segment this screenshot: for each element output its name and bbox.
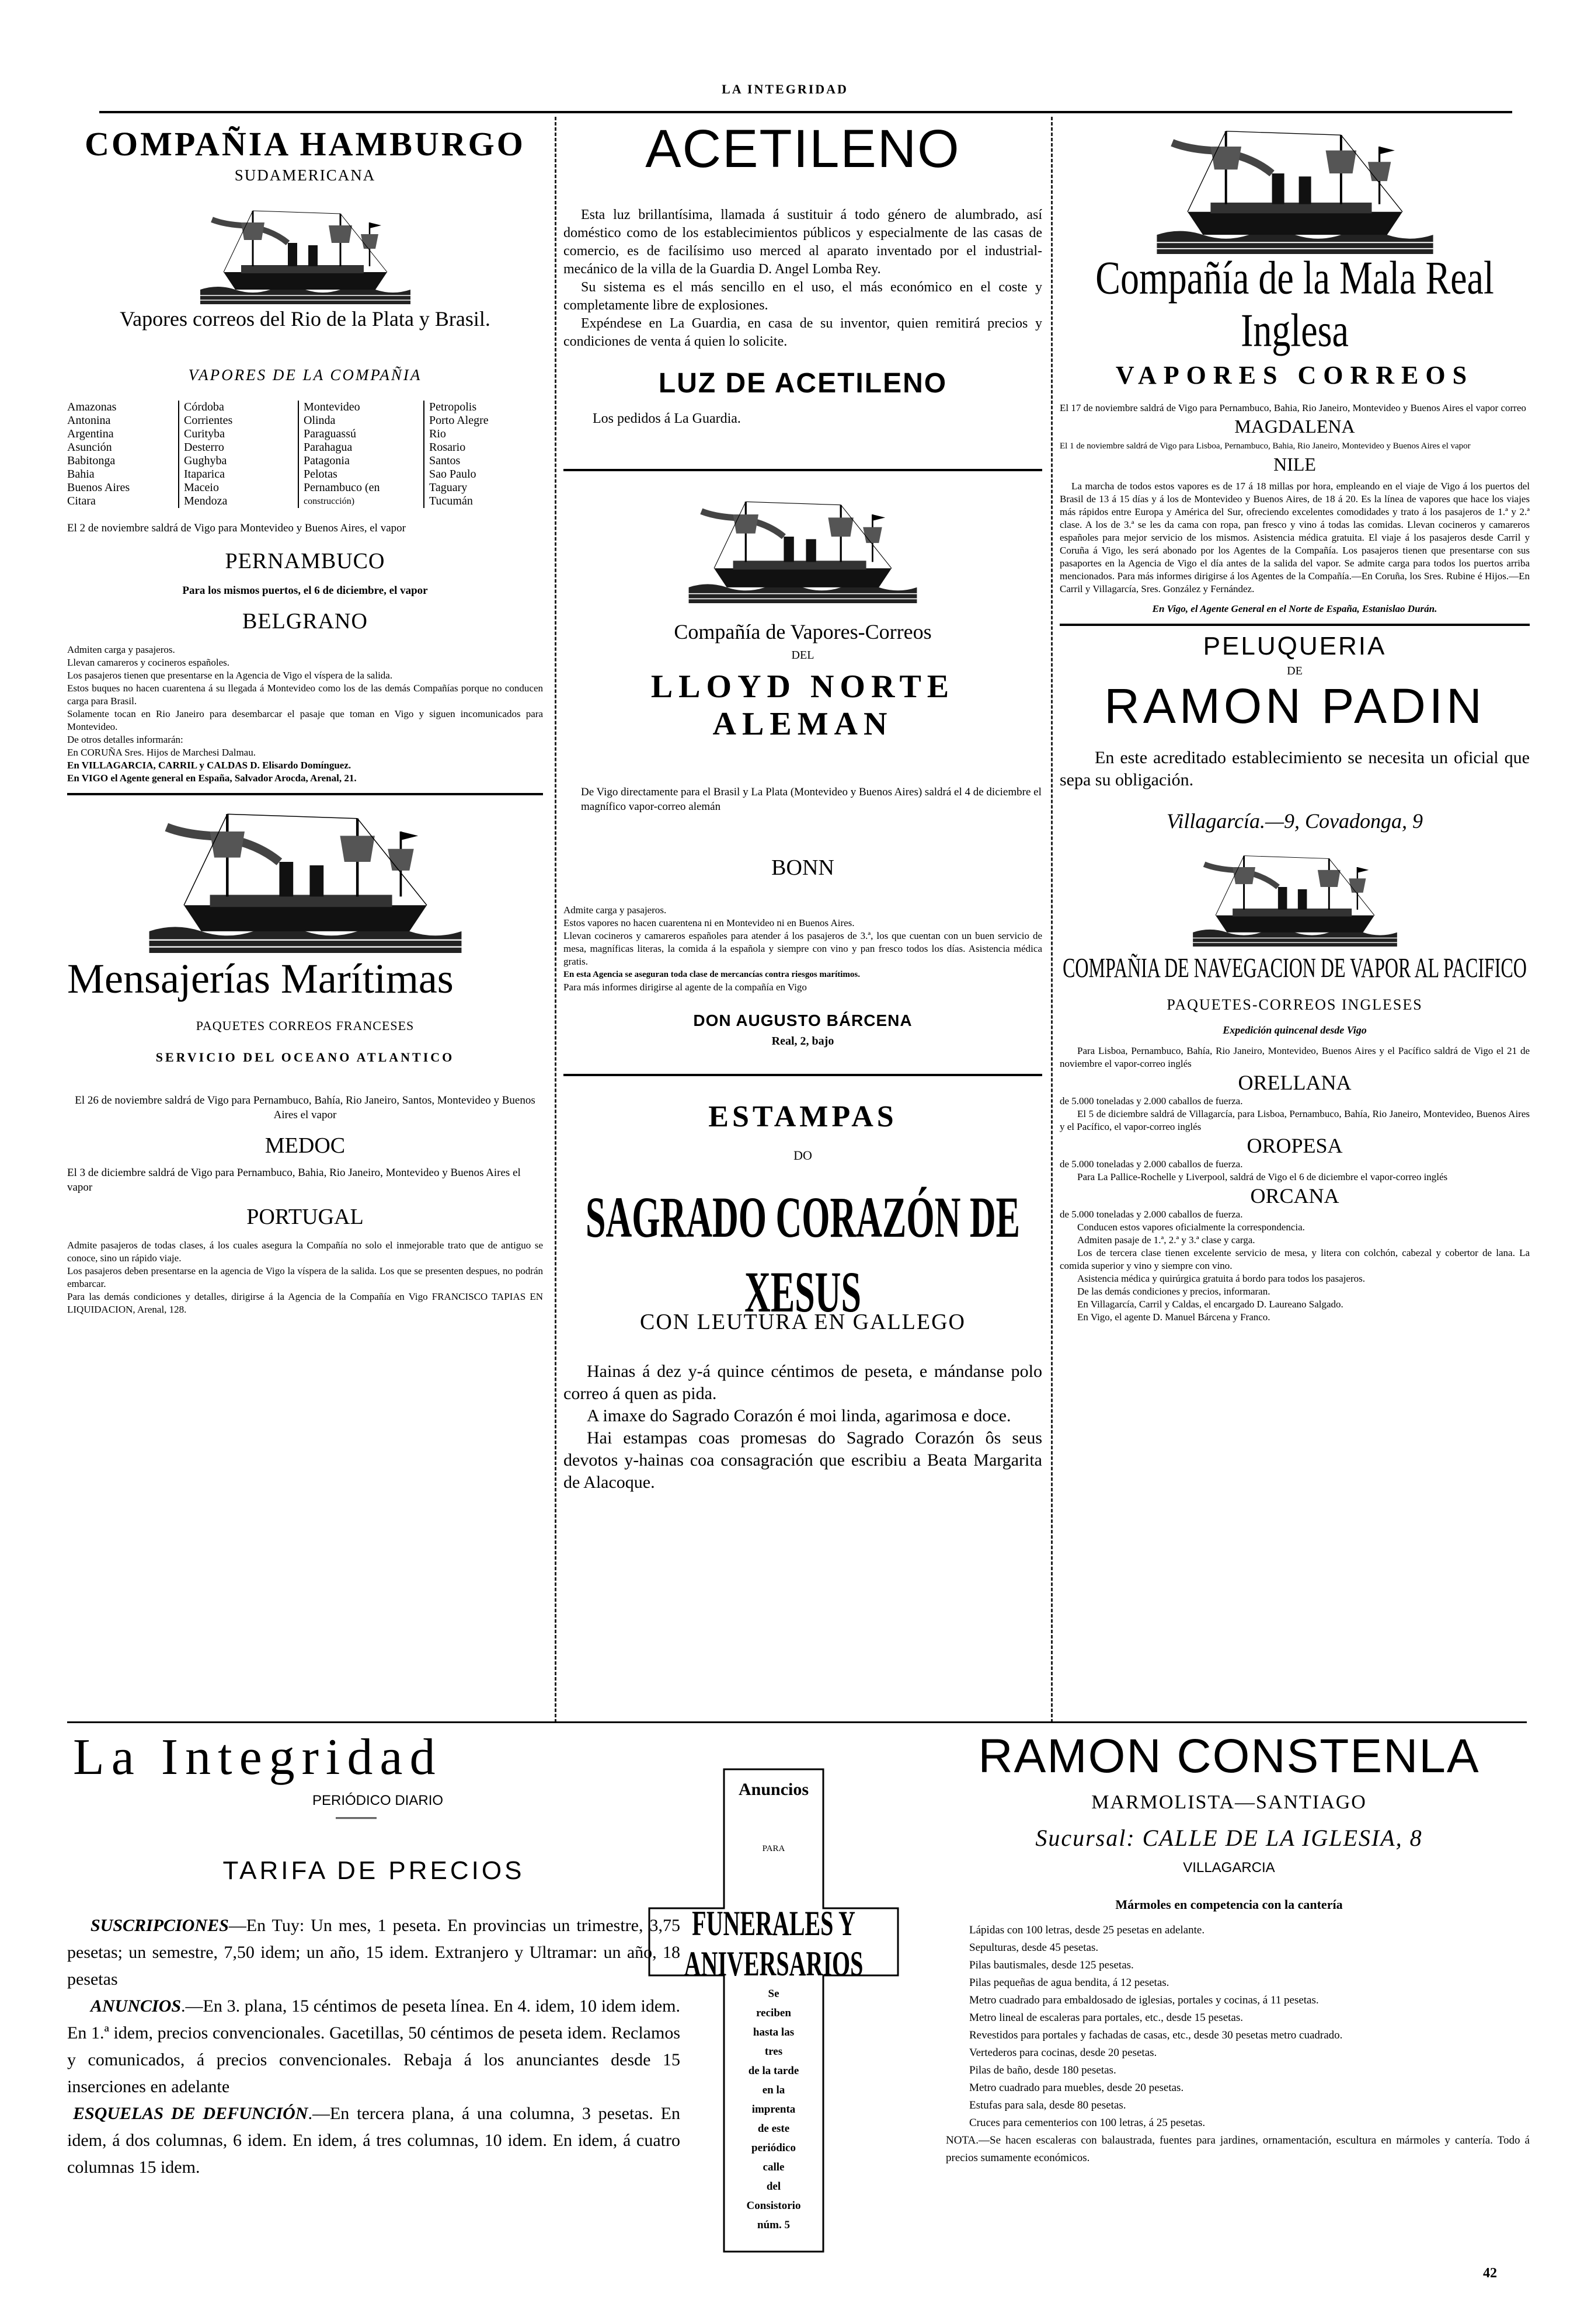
detail-line: En CORUÑA Sres. Hijos de Marchesi Dalmau. [67, 747, 256, 758]
column-3 [1060, 120, 1530, 1720]
estampas-ad [563, 1100, 1042, 1494]
fleet-item: construcción) [304, 496, 355, 506]
anuncios-text: .—En 3. plana, 15 céntimos de peseta línea. En 4. idem, 10 idem idem. En 1.ª idem, precios convencionales. Gacetillas, 50 céntimos de peseta idem. Reclamos y comunicados, á precios convencionales. Rebaja á los anunciantes desde 15 inserciones en adelante [67, 1996, 680, 2096]
funerales-line: núm. 5 [757, 2219, 790, 2231]
section-rule [1060, 624, 1530, 626]
suscripciones-text: —En Tuy: Un mes, 1 peseta. En provincias un trimestre, 3,75 pesetas; un semestre, 7,50 idem; un año, 15 idem. Extranjero y Ultramar: un año, 18 pesetas [67, 1916, 680, 1989]
hamburgo-departure-1: El 2 de noviembre saldrá de Vigo para Montevideo y Buenos Aires, el vapor [67, 522, 406, 534]
ship-illustration [200, 202, 410, 304]
fleet-item: Santos [429, 454, 461, 467]
pacifico-departure-1: Para Lisboa, Pernambuco, Bahía, Rio Janeiro, Montevideo, Buenos Aires y el Pacífico saldrá de Vigo el 21 de noviembre el vapor-correo inglés [1060, 1045, 1530, 1069]
fleet-item: Itaparica [184, 468, 225, 481]
ship-illustration [686, 492, 920, 603]
hamburgo-tagline: Vapores correos del Rio de la Plata y Brasil. [120, 307, 490, 330]
lloyd-address: Real, 2, bajo [771, 1035, 834, 1048]
fleet-item: Corrientes [184, 414, 233, 427]
fleet-item: Pernambuco (en [304, 481, 380, 494]
fleet-item: Curityba [184, 427, 225, 440]
hamburgo-subtitle: SUDAMERICANA [234, 166, 376, 184]
integridad-ad [67, 1728, 680, 2254]
price-item: NOTA.—Se hacen escaleras con balaustrada, fuentes para jardines, ornamentación, escultura en mármoles y cantería. Todo á precios sumamente económicos. [946, 2134, 1530, 2164]
fleet-item: Parahagua [304, 441, 353, 454]
fleet-item: Petropolis [429, 401, 477, 413]
estampas-para-1: Hainas á dez y-á quince céntimos de peseta, e mándanse polo correo á quen as pida. [563, 1362, 1042, 1403]
esquelas [67, 2100, 680, 2181]
acetileno-title-2: LUZ DE ACETILENO [658, 368, 948, 399]
funerales-line: Consistorio [746, 2200, 801, 2212]
mala-title: Compañía de la Mala Real Inglesa [1095, 252, 1494, 356]
funerales-line: periódico [751, 2142, 796, 2154]
constenla-heading: Mármoles en competencia con la cantería [1115, 1897, 1343, 1912]
ship-name: ORELLANA [1238, 1071, 1352, 1094]
column-2 [563, 120, 1042, 1720]
detail-line: Los pasajeros deben presentarse en la agencia de Vigo la víspera de la salida. Los que se presenten despues, no podrán embarcar. [67, 1265, 543, 1289]
price-item: Lápidas con 100 letras, desde 25 pesetas en adelante. [969, 1924, 1205, 1936]
ship-name: BELGRANO [242, 609, 368, 634]
price-item: Vertederos para cocinas, desde 20 pesetas. [969, 2047, 1157, 2059]
funerales-line: calle [763, 2161, 785, 2173]
mala-agent: En Vigo, el Agente General en el Norte de España, Estanislao Durán. [1152, 603, 1437, 614]
fleet-item: Babitonga [67, 454, 116, 467]
price-item: Revestidos para portales y fachadas de casas, etc., desde 30 pesetas metro cuadrado. [969, 2029, 1343, 2041]
detail-line: Solamente tocan en Rio Janeiro para desembarcar el pasaje que toman en Vigo y siguen incomunicados para Montevideo. [67, 708, 543, 732]
ship-name: PORTUGAL [246, 1205, 364, 1229]
fleet-item: Paraguassú [304, 427, 356, 440]
fleet-item: Montevideo [304, 401, 360, 413]
peluqueria-name: RAMON PADIN [1104, 679, 1485, 733]
tarifa-title: TARIFA DE PRECIOS [222, 1856, 525, 1885]
mala-departure-1: El 17 de noviembre saldrá de Vigo para Pernambuco, Bahia, Rio Janeiro, Montevideo y Buenos Aires el vapor correo [1060, 402, 1526, 413]
funerales-cross [648, 1768, 899, 2253]
hamburgo-departure-2: Para los mismos puertos, el 6 de diciembre, el vapor [182, 585, 428, 597]
fleet-item: Pelotas [304, 468, 337, 481]
ship-name: ORCANA [1250, 1184, 1339, 1208]
pacifico-title: COMPAÑIA DE NAVEGACION DE VAPOR AL PACIFICO [1063, 951, 1527, 983]
detail-line: Asistencia médica y quirúrgica gratuita á bordo para todos los pasajeros. [1077, 1273, 1366, 1284]
column-rule-2 [1051, 117, 1053, 1723]
constenla-ad [928, 1728, 1530, 2289]
detail-line: De las demás condiciones y precios, informaran. [1077, 1286, 1270, 1297]
detail-line: Admite carga y pasajeros. [563, 904, 667, 916]
esquelas-text: .—En tercera plana, á una columna, 3 pesetas. En idem, á dos columnas, 6 idem. En idem, á tres columnas, 10 idem. En idem, á cuatro columnas 15 idem. [67, 2104, 680, 2177]
estampas-sub: CON LEUTURA EN GALLEGO [639, 1310, 966, 1334]
constenla-subtitle: MARMOLISTA—SANTIAGO [1091, 1791, 1367, 1813]
acetileno-ad [563, 120, 1042, 428]
running-title: LA INTEGRIDAD [722, 82, 848, 96]
ship-name: MAGDALENA [1234, 416, 1355, 437]
pacifico-tonnage: de 5.000 toneladas y 2.000 caballos de fuerza. [1060, 1158, 1243, 1170]
mensajerias-departure-2: El 3 de diciembre saldrá de Vigo para Pernambuco, Bahia, Rio Janeiro, Montevideo y Buenos Aires el vapor [67, 1167, 521, 1194]
funerales-line: hasta las [753, 2026, 795, 2038]
pacifico-tonnage: de 5.000 toneladas y 2.000 caballos de fuerza. [1060, 1095, 1243, 1107]
mensajerias-details [67, 1239, 543, 1316]
mala-details: La marcha de todos estos vapores es de 17 á 18 millas por hora, empleando en el viaje de Vigo á los puertos del Brasil de 13 á 15 días y á los de Montevideo y Buenos Aires, de 18 á 20. Es la línea de vapores que hace los viajes más rápidos entre Europa y América del Sur, ofreciendo excelentes comodidades y trato á los pasajeros de 1.ª y 2.ª clase. A los de 3.ª se les da cama con ropa, pan fresco y vino á todas las comidas. Llevan cocineros y camareros españoles para mejor servicio de los mismos. Asistencia médica gratuita. El viaje á los pasajeros desde Carril y Coruña á Vigo, les será abonado por los Agentes de la Compañía. Los pasajeros tienen que presentarse con sus pasaportes en la Agencia de Vigo el día antes de la salida del vapor. Se admite carga para todos los puertos arriba mencionados. Para más informes dirigirse á los Agentes de la Compañía.—En Coruña, los Sres. Rubine é Hijos.—En Carril y Villagarcía, Sres. González y Fernández. [1060, 481, 1530, 594]
fleet-heading: VAPORES DE LA COMPAÑIA [188, 366, 422, 384]
estampas-title: ESTAMPAS [708, 1100, 897, 1133]
header-rule [99, 111, 1512, 113]
detail-line: Conducen estos vapores oficialmente la correspondencia. [1077, 1222, 1305, 1233]
mensajerias-subtitle: PAQUETES CORREOS FRANCESES [196, 1018, 415, 1033]
price-item: Pilas pequeñas de agua bendita, á 12 pesetas. [969, 1977, 1169, 1989]
fleet-item: Maceio [184, 481, 219, 494]
bottom-rule [67, 1721, 1527, 1723]
ship-illustration [119, 801, 492, 953]
fleet-item: Córdoba [184, 401, 224, 413]
detail-line: Llevan camareros y cocineros españoles. [67, 657, 230, 668]
price-item: Pilas de baño, desde 180 pesetas. [969, 2064, 1116, 2076]
estampas-main: SAGRADO CORAZÓN DE XESUS [585, 1186, 1021, 1325]
hamburgo-details [67, 643, 543, 785]
fleet-item: Taguary [429, 481, 468, 494]
mensajerias-ad [67, 801, 543, 1316]
price-item: Cruces para cementerios con 100 letras, á 25 pesetas. [969, 2117, 1206, 2129]
acetileno-para-1: Esta luz brillantísima, llamada á sustituir á todo género de alumbrado, así doméstico como de los establecimientos públicos y especialmente de las casas de comercio, es de facilísimo uso merced al aparato inventado por el industrial-mecánico de la villa de la Guardia D. Angel Lomba Rey. [563, 207, 1042, 277]
price-item: Metro cuadrado para muebles, desde 20 pesetas. [969, 2082, 1184, 2094]
funerales-line: en la [762, 2084, 785, 2096]
fleet-item: Porto Alegre [429, 414, 489, 427]
mala-departure-2: El 1 de noviembre saldrá de Vigo para Lisboa, Pernambuco, Bahia, Rio Janeiro, Montevideo y Buenos Aires el vapor [1060, 441, 1471, 451]
section-rule [67, 793, 543, 795]
fleet-item: Amazonas [67, 401, 117, 413]
price-item: Estufas para sala, desde 80 pesetas. [969, 2099, 1126, 2111]
fleet-item: Rosario [429, 441, 466, 454]
lloyd-departure: De Vigo directamente para el Brasil y La Plata (Montevideo y Buenos Aires) saldrá el 4 de diciembre el magnífico vapor-correo alemán [581, 786, 1042, 813]
funerales-line: de este [757, 2123, 790, 2135]
lloyd-details [563, 904, 1042, 994]
fleet-item: Antonina [67, 414, 111, 427]
price-item: Metro cuadrado para embaldosado de iglesias, portales y cocinas, á 11 pesetas. [969, 1994, 1319, 2006]
funerales-line: reciben [756, 2007, 791, 2019]
pacifico-ad [1060, 847, 1530, 1324]
fleet-item: Tucumán [429, 495, 473, 507]
hamburgo-ad [67, 126, 543, 785]
funerales-line: de la tarde [748, 2065, 799, 2077]
section-rule [563, 469, 1042, 471]
detail-line: En esta Agencia se aseguran toda clase de mercancías contra riesgos marítimos. [563, 970, 860, 979]
detail-line: En Vigo, el agente D. Manuel Bárcena y Franco. [1077, 1311, 1270, 1323]
decorative-dash [336, 1817, 377, 1819]
suscripciones-label: SUSCRIPCIONES [90, 1916, 229, 1935]
esquelas-label: ESQUELAS DE DEFUNCIÓN [73, 2104, 308, 2123]
fleet-item: Buenos Aires [67, 481, 130, 494]
pacifico-details [1060, 1221, 1530, 1324]
fleet-item: Sao Paulo [429, 468, 476, 481]
fleet-item: Desterro [184, 441, 224, 454]
acetileno-orders: Los pedidos á La Guardia. [593, 411, 741, 426]
detail-line: En Villagarcía, Carril y Caldas, el encargado D. Laureano Salgado. [1077, 1299, 1343, 1310]
pacifico-subtitle: PAQUETES-CORREOS INGLESES [1167, 996, 1423, 1013]
mensajerias-title: Mensajerías Marítimas [67, 955, 454, 1002]
ship-name: BONN [771, 855, 834, 880]
ship-name: OROPESA [1247, 1134, 1343, 1157]
detail-line: Estos buques no hacen cuarentena á su llegada á Montevideo como los de las demás Compañías porque no conducen carga para Brasil. [67, 683, 543, 707]
peluqueria-title: PELUQUERIA [1203, 632, 1387, 660]
peluqueria-ad [1060, 632, 1530, 833]
detail-line: Los de tercera clase tienen excelente servicio de mesa, y litera con colchón, cabezal y cobertor de lana. La comida superior y vino y siempre con vino. [1060, 1247, 1530, 1271]
acetileno-title: ACETILENO [645, 120, 960, 179]
fleet-item: Argentina [67, 427, 114, 440]
lloyd-ad [563, 492, 1042, 1048]
detail-line: En VIGO el Agente general en España, Salvador Arocda, Arenal, 21. [67, 773, 357, 784]
fleet-table [67, 401, 543, 508]
funerales-top: Anuncios [738, 1780, 809, 1799]
mensajerias-departure-1: El 26 de noviembre saldrá de Vigo para Pernambuco, Bahía, Rio Janeiro, Santos, Montevideo y Buenos Aires el vapor [75, 1094, 535, 1121]
fleet-col-1 [67, 401, 178, 508]
column-1 [67, 126, 543, 1714]
pacifico-tonnage: de 5.000 toneladas y 2.000 caballos de fuerza. [1060, 1209, 1243, 1220]
detail-line: Estos vapores no hacen cuarentena ni en Montevideo ni en Buenos Aires. [563, 917, 855, 928]
constenla-town: VILLAGARCIA [1183, 1860, 1275, 1876]
suscripciones [67, 1912, 680, 1993]
peluqueria-address: Villagarcía.—9, Covadonga, 9 [1167, 809, 1423, 833]
mensajerias-service: SERVICIO DEL OCEANO ATLANTICO [155, 1050, 455, 1064]
detail-line: Los pasajeros tienen que presentarse en la Agencia de Vigo el víspera de la salida. [67, 670, 393, 681]
funerales-para: PARA [762, 1844, 785, 1853]
detail-line: Admiten carga y pasajeros. [67, 644, 175, 655]
anuncios-label: ANUNCIOS [90, 1996, 182, 2016]
detail-line: De otros detalles informarán: [67, 734, 183, 745]
page-number: 42 [1483, 2266, 1497, 2281]
fleet-item: Asunción [67, 441, 112, 454]
peluqueria-text: En este acreditado establecimiento se necesita un oficial que sepa su obligación. [1060, 748, 1530, 789]
ship-illustration [1184, 847, 1406, 947]
estampas-do: DO [793, 1148, 812, 1163]
funerales-line: imprenta [751, 2103, 796, 2116]
peluqueria-de: DE [1287, 665, 1303, 677]
constenla-items [928, 1922, 1530, 2167]
lloyd-name: LLOYD NORTE ALEMAN [650, 669, 955, 742]
mala-subtitle: VAPORES CORREOS [1115, 361, 1474, 389]
detail-line: En VILLAGARCIA, CARRIL y CALDAS D. Elisardo Domínguez. [67, 760, 351, 771]
funerales-line: del [766, 2180, 781, 2193]
constenla-sucursal: Sucursal: CALLE DE LA IGLESIA, 8 [1035, 1825, 1423, 1851]
acetileno-para-2: Su sistema es el más sencillo en el uso, el más económico en el coste y completamente libre de explosiones. [563, 280, 1042, 313]
detail-line: Admite pasajeros de todas clases, á los cuales asegura la Compañía no solo el inmejorable trato que de antiguo se conoce, sino un rápido viaje. [67, 1240, 543, 1264]
fleet-col-4 [423, 401, 534, 508]
fleet-item: Bahia [67, 468, 95, 481]
lloyd-title: Compañía de Vapores-Correos [674, 620, 932, 643]
fleet-item: Mendoza [184, 495, 228, 507]
integridad-subtitle: PERIÓDICO DIARIO [312, 1793, 444, 1808]
fleet-item: Rio [429, 427, 446, 440]
integridad-title: La Integridad [73, 1729, 443, 1786]
column-rule-1 [555, 117, 556, 1723]
price-item: Sepulturas, desde 45 pesetas. [969, 1942, 1099, 1954]
fleet-item: Patagonia [304, 454, 350, 467]
pacifico-departure-3: Para La Pallice-Rochelle y Liverpool, saldrá de Vigo el 6 de diciembre el vapor-correo inglés [1077, 1171, 1448, 1182]
fleet-item: Gughyba [184, 454, 227, 467]
pacifico-service: Expedición quincenal desde Vigo [1223, 1024, 1367, 1036]
mala-real-ad [1060, 120, 1530, 615]
fleet-col-3 [298, 401, 423, 508]
detail-line: Admiten pasaje de 1.ª, 2.ª y 3.ª clase y carga. [1077, 1234, 1255, 1246]
funerales-line: tres [764, 2045, 783, 2058]
price-item: Pilas bautismales, desde 125 pesetas. [969, 1959, 1134, 1971]
constenla-title: RAMON CONSTENLA [978, 1730, 1480, 1783]
lloyd-agent: DON AUGUSTO BÁRCENA [693, 1011, 913, 1029]
detail-line: Llevan cocineros y camareros españoles para atender á los pasajeros de 3.ª, los que cuentan con un buen servicio de mesa, magníficas literas, la comida á la española y siempre con vino y pan fresco todos los días. Asistencia médica gratis. [563, 930, 1042, 967]
price-item: Metro lineal de escaleras para portales, etc., desde 15 pesetas. [969, 2012, 1243, 2024]
section-rule [563, 1074, 1042, 1076]
funerales-line: Se [768, 1988, 779, 2000]
detail-line: Para las demás condiciones y detalles, dirigirse á la Agencia de la Compañía en Vigo FRANCISCO TAPIAS EN LIQUIDACION, Arenal, 128. [67, 1291, 543, 1315]
hamburgo-title: COMPAÑIA HAMBURGO [85, 126, 525, 163]
ship-illustration [1143, 120, 1447, 254]
estampas-para-3: Hai estampas coas promesas do Sagrado Corazón ôs seus devotos y-hainas coa consagración que escribiu a Beata Margarita de Alacoque. [563, 1428, 1042, 1492]
estampas-para-2: A imaxe do Sagrado Corazón é moi linda, agarimosa e doce. [587, 1406, 1011, 1425]
detail-line: Para más informes dirigirse al agente de la compañía en Vigo [563, 982, 807, 993]
funerales-lines [724, 1984, 823, 2235]
anuncios [67, 1993, 680, 2100]
ship-name: MEDOC [264, 1133, 346, 1158]
funerales-main: FUNERALES Y ANIVERSARIOS [684, 1904, 864, 1984]
ship-name: PERNAMBUCO [225, 549, 385, 573]
acetileno-para-3: Expéndese en La Guardia, en casa de su inventor, quien remitirá precios y condiciones de venta á quien lo solicite. [563, 316, 1042, 349]
fleet-item: Olinda [304, 414, 336, 427]
fleet-col-2 [178, 401, 298, 508]
pacifico-departure-2: El 5 de diciembre saldrá de Villagarcía, para Lisboa, Pernambuco, Bahía, Rio Janeiro, Montevideo, Buenos Aires y el Pacífico, el vapor-correo inglés [1060, 1108, 1530, 1132]
lloyd-del: DEL [791, 649, 814, 662]
ship-name: NILE [1273, 454, 1316, 475]
fleet-item: Citara [67, 495, 96, 507]
